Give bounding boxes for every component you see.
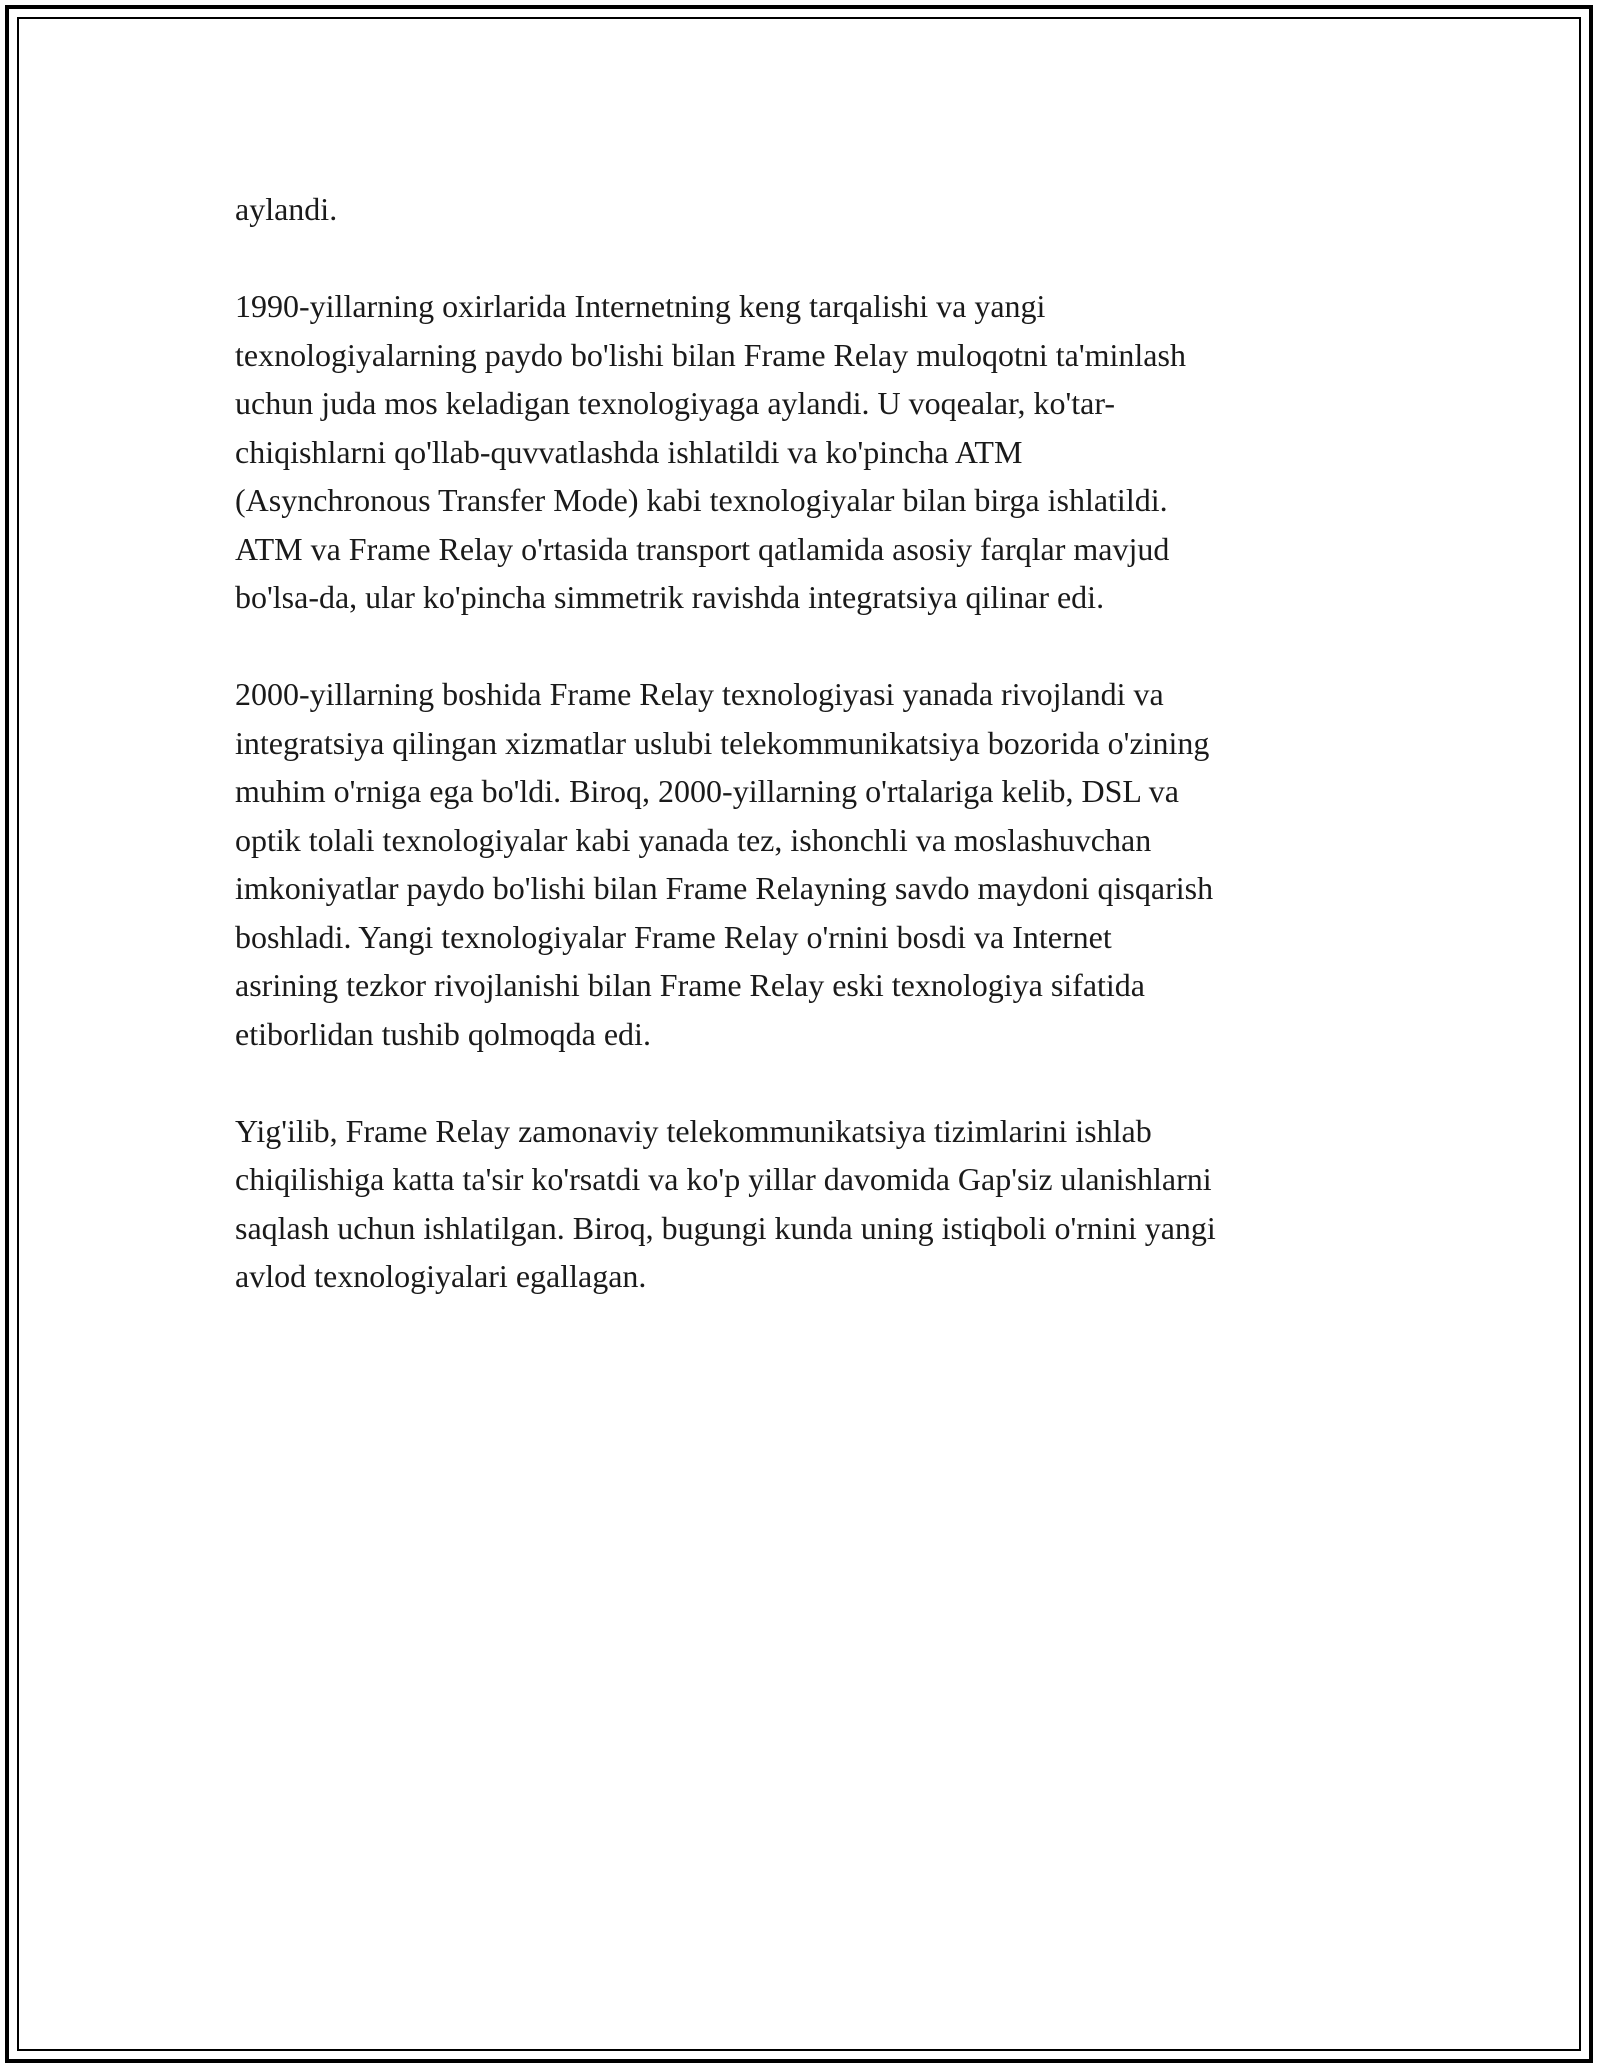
paragraph-continuation: aylandi. (235, 191, 338, 227)
paragraph-conclusion: Yig'ilib, Frame Relay zamonaviy telekommunikatsiya tizimlarini ishlab chiqilishiga katta ta'sir ko'rsatdi va ko'p yillar davomida Gap'siz ulanishlarni saqlash uchun ishlatilgan. Biroq, bugungi kunda uning istiqboli o'rnini yangi avlod texnologiyalari egallagan. (235, 1112, 1216, 1294)
paragraph-1990s: 1990-yillarning oxirlarida Internetning keng tarqalishi va yangi texnologiyalarning paydo bo'lishi bilan Frame Relay muloqotni ta'minlash uchun juda mos keladigan texnologiyaga aylandi. U voqealar, ko'tar- chiqishlarni qo'llab-quvvatlashda ishlatildi va ko'pincha ATM (Asynchronous Transfer Mode) kabi texnologiyalar bilan birga ishlatildi. ATM va Frame Relay o'rtasida transport qatlamida asosiy farqlar mavjud bo'lsa-da, ular ko'pincha simmetrik ravishda integratsiya qilinar edi. (235, 288, 1186, 615)
document-body (235, 185, 1375, 1349)
paragraph-2000s: 2000-yillarning boshida Frame Relay texnologiyasi yanada rivojlandi va integratsiya qilingan xizmatlar uslubi telekommunikatsiya bozorida o'zining muhim o'rniga ega bo'ldi. Biroq, 2000-yillarning o'rtalariga kelib, DSL va optik tolali texnologiyalar kabi yanada tez, ishonchli va moslashuvchan imkoniyatlar paydo bo'lishi bilan Frame Relayning savdo maydoni qisqarish boshladi. Yangi texnologiyalar Frame Relay o'rnini bosdi va Internet asrining tezkor rivojlanishi bilan Frame Relay eski texnologiya sifatida etiborlidan tushib qolmoqda edi. (235, 676, 1214, 1052)
